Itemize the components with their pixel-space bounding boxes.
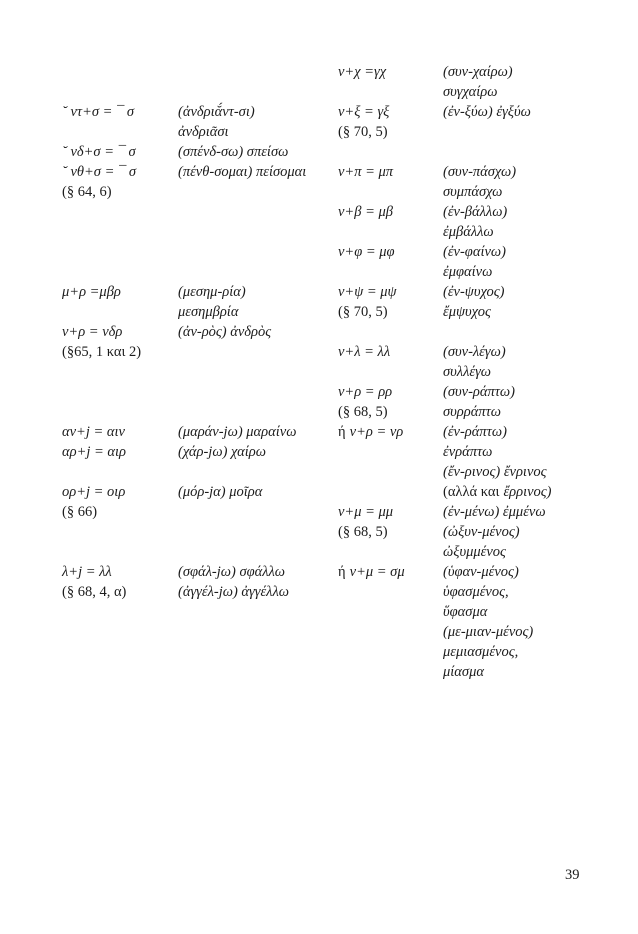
example-form: (σπένδ-σω) σπείσω <box>178 144 289 160</box>
example-form: συγχαίρω <box>443 84 498 100</box>
example-form: μεσημβρία <box>178 304 239 320</box>
table-row <box>0 382 638 402</box>
table-row <box>0 482 638 502</box>
rule-formula: ν+λ = λλ <box>338 344 391 360</box>
example-form: μίασμα <box>443 664 484 680</box>
rule-formula: μ+ρ =μβρ <box>62 284 121 300</box>
table-row <box>0 442 638 462</box>
section-reference: (§ 68, 5) <box>338 524 388 540</box>
example-form: (ἀνδριᾰ́ντ-σι) <box>178 104 255 120</box>
table-row <box>0 162 638 182</box>
table-row <box>0 102 638 122</box>
table-row <box>0 342 638 362</box>
example-form: (μόρ-jα) μοῖρα <box>178 484 263 500</box>
example-form: συρράπτω <box>443 404 502 420</box>
example-form: (ἐν-ξύω) ἐγξύω <box>443 104 531 120</box>
example-form: ἐμφαίνω <box>443 264 493 280</box>
section-reference: (§ 68, 4, α) <box>62 584 127 600</box>
section-reference: (§ 70, 5) <box>338 304 388 320</box>
rule-formula <box>338 422 403 442</box>
table-row <box>0 662 638 682</box>
example-form: (πένθ-σομαι) πείσομαι <box>178 164 307 180</box>
section-reference: (§ 66) <box>62 504 98 520</box>
table-row <box>0 462 638 482</box>
or-word: ή <box>338 424 346 440</box>
example-form: ὠξυμμένος <box>443 544 506 560</box>
section-reference: (§65, 1 και 2) <box>62 344 142 360</box>
table-row <box>0 222 638 242</box>
table-row <box>0 582 638 602</box>
example-form: (ἐν-βάλλω) <box>443 204 508 220</box>
section-reference: (§ 68, 5) <box>338 404 388 420</box>
example-form: (χάρ-jω) χαίρω <box>178 444 266 460</box>
example-form: (συν-χαίρω) <box>443 64 513 80</box>
table-row <box>0 362 638 382</box>
rule-formula: ν+π = μπ <box>338 164 394 180</box>
example-form: (μαράν-jω) μαραίνω <box>178 424 297 440</box>
or-word: ή <box>338 564 346 580</box>
example-form: (συν-πάσχω) <box>443 164 517 180</box>
table-row <box>0 542 638 562</box>
table-row <box>0 242 638 262</box>
rule-formula: ˘ νδ+σ = ¯ σ <box>62 144 136 160</box>
rule-formula: αρ+j = αιρ <box>62 444 127 460</box>
table-row <box>0 122 638 142</box>
example-form: (συν-λέγω) <box>443 344 506 360</box>
rule-formula: ν+β = μβ <box>338 204 393 220</box>
table-row <box>0 262 638 282</box>
rule-formula: ν+ρ = ρρ <box>338 384 393 400</box>
table-row <box>0 522 638 542</box>
table-row <box>0 82 638 102</box>
table-row <box>0 182 638 202</box>
section-reference: (§ 70, 5) <box>338 124 388 140</box>
table-row <box>0 402 638 422</box>
example-form: (ἔν-ρινος) ἔνρινος <box>443 464 547 480</box>
example-form: ἐμβάλλω <box>443 224 494 240</box>
table-row <box>0 282 638 302</box>
table-row <box>0 202 638 222</box>
rule-formula-text: ν+μ = σμ <box>349 564 405 580</box>
example-form: μεμιασμένος, <box>443 644 519 660</box>
rule-formula: ˘ ντ+σ = ¯ σ <box>62 104 135 120</box>
rule-formula: αν+j = αιν <box>62 424 125 440</box>
rule-formula: λ+j = λλ <box>62 564 112 580</box>
rule-formula: ορ+j = οιρ <box>62 484 126 500</box>
example-form: ἐνράπτω <box>443 444 493 460</box>
rule-formula: ν+ξ = γξ <box>338 104 390 120</box>
section-reference: (§ 64, 6) <box>62 184 112 200</box>
rule-formula-text: ν+ρ = νρ <box>349 424 404 440</box>
table-row <box>0 422 638 442</box>
table-row <box>0 562 638 582</box>
example-form: ἔμψυχος <box>443 304 491 320</box>
example-form: (σφάλ-jω) σφάλλω <box>178 564 286 580</box>
table-row <box>0 142 638 162</box>
example-form: (συν-ράπτω) <box>443 384 515 400</box>
example-form: (ὠξυν-μένος) <box>443 524 520 540</box>
example-form: (ὑφαν-μένος) <box>443 564 519 580</box>
rule-formula <box>338 562 405 582</box>
table-row <box>0 602 638 622</box>
example-form: (ἀγγέλ-jω) ἀγγέλλω <box>178 584 289 600</box>
table-row <box>0 642 638 662</box>
table-row <box>0 322 638 342</box>
example-form: ἀνδριᾶσι <box>178 124 229 140</box>
page-number: 39 <box>565 867 580 883</box>
sound-change-table <box>0 62 638 682</box>
rule-formula: ν+χ =γχ <box>338 64 387 80</box>
example-form: (μεσημ-ρία) <box>178 284 246 300</box>
table-row <box>0 502 638 522</box>
rule-formula: ν+ψ = μψ <box>338 284 397 300</box>
rule-formula: ν+ρ = νδρ <box>62 324 123 340</box>
example-form: ὕφασμα <box>443 604 488 620</box>
rule-formula: ν+μ = μμ <box>338 504 394 520</box>
example-form: (με-μιαν-μένος) <box>443 624 534 640</box>
example-note: (αλλά και <box>443 484 500 500</box>
example-form: (ἐν-ράπτω) <box>443 424 507 440</box>
rule-formula: ˘ νθ+σ = ¯ σ <box>62 164 137 180</box>
table-row <box>0 622 638 642</box>
example-form: συμπάσχω <box>443 184 503 200</box>
table-row <box>0 302 638 322</box>
example-form: ὑφασμένος, <box>443 584 509 600</box>
example-form: (ἐν-φαίνω) <box>443 244 506 260</box>
example-form: (ἐν-ψυχος) <box>443 284 505 300</box>
example-form: (ἐν-μένω) ἐμμένω <box>443 504 546 520</box>
example-form: (ἀν-ρὸς) ἀνδρὸς <box>178 324 272 340</box>
example-form <box>443 482 552 502</box>
rule-formula: ν+φ = μφ <box>338 244 395 260</box>
example-form: συλλέγω <box>443 364 492 380</box>
example-form-text: ἔρρινος) <box>503 484 552 500</box>
table-row <box>0 62 638 82</box>
